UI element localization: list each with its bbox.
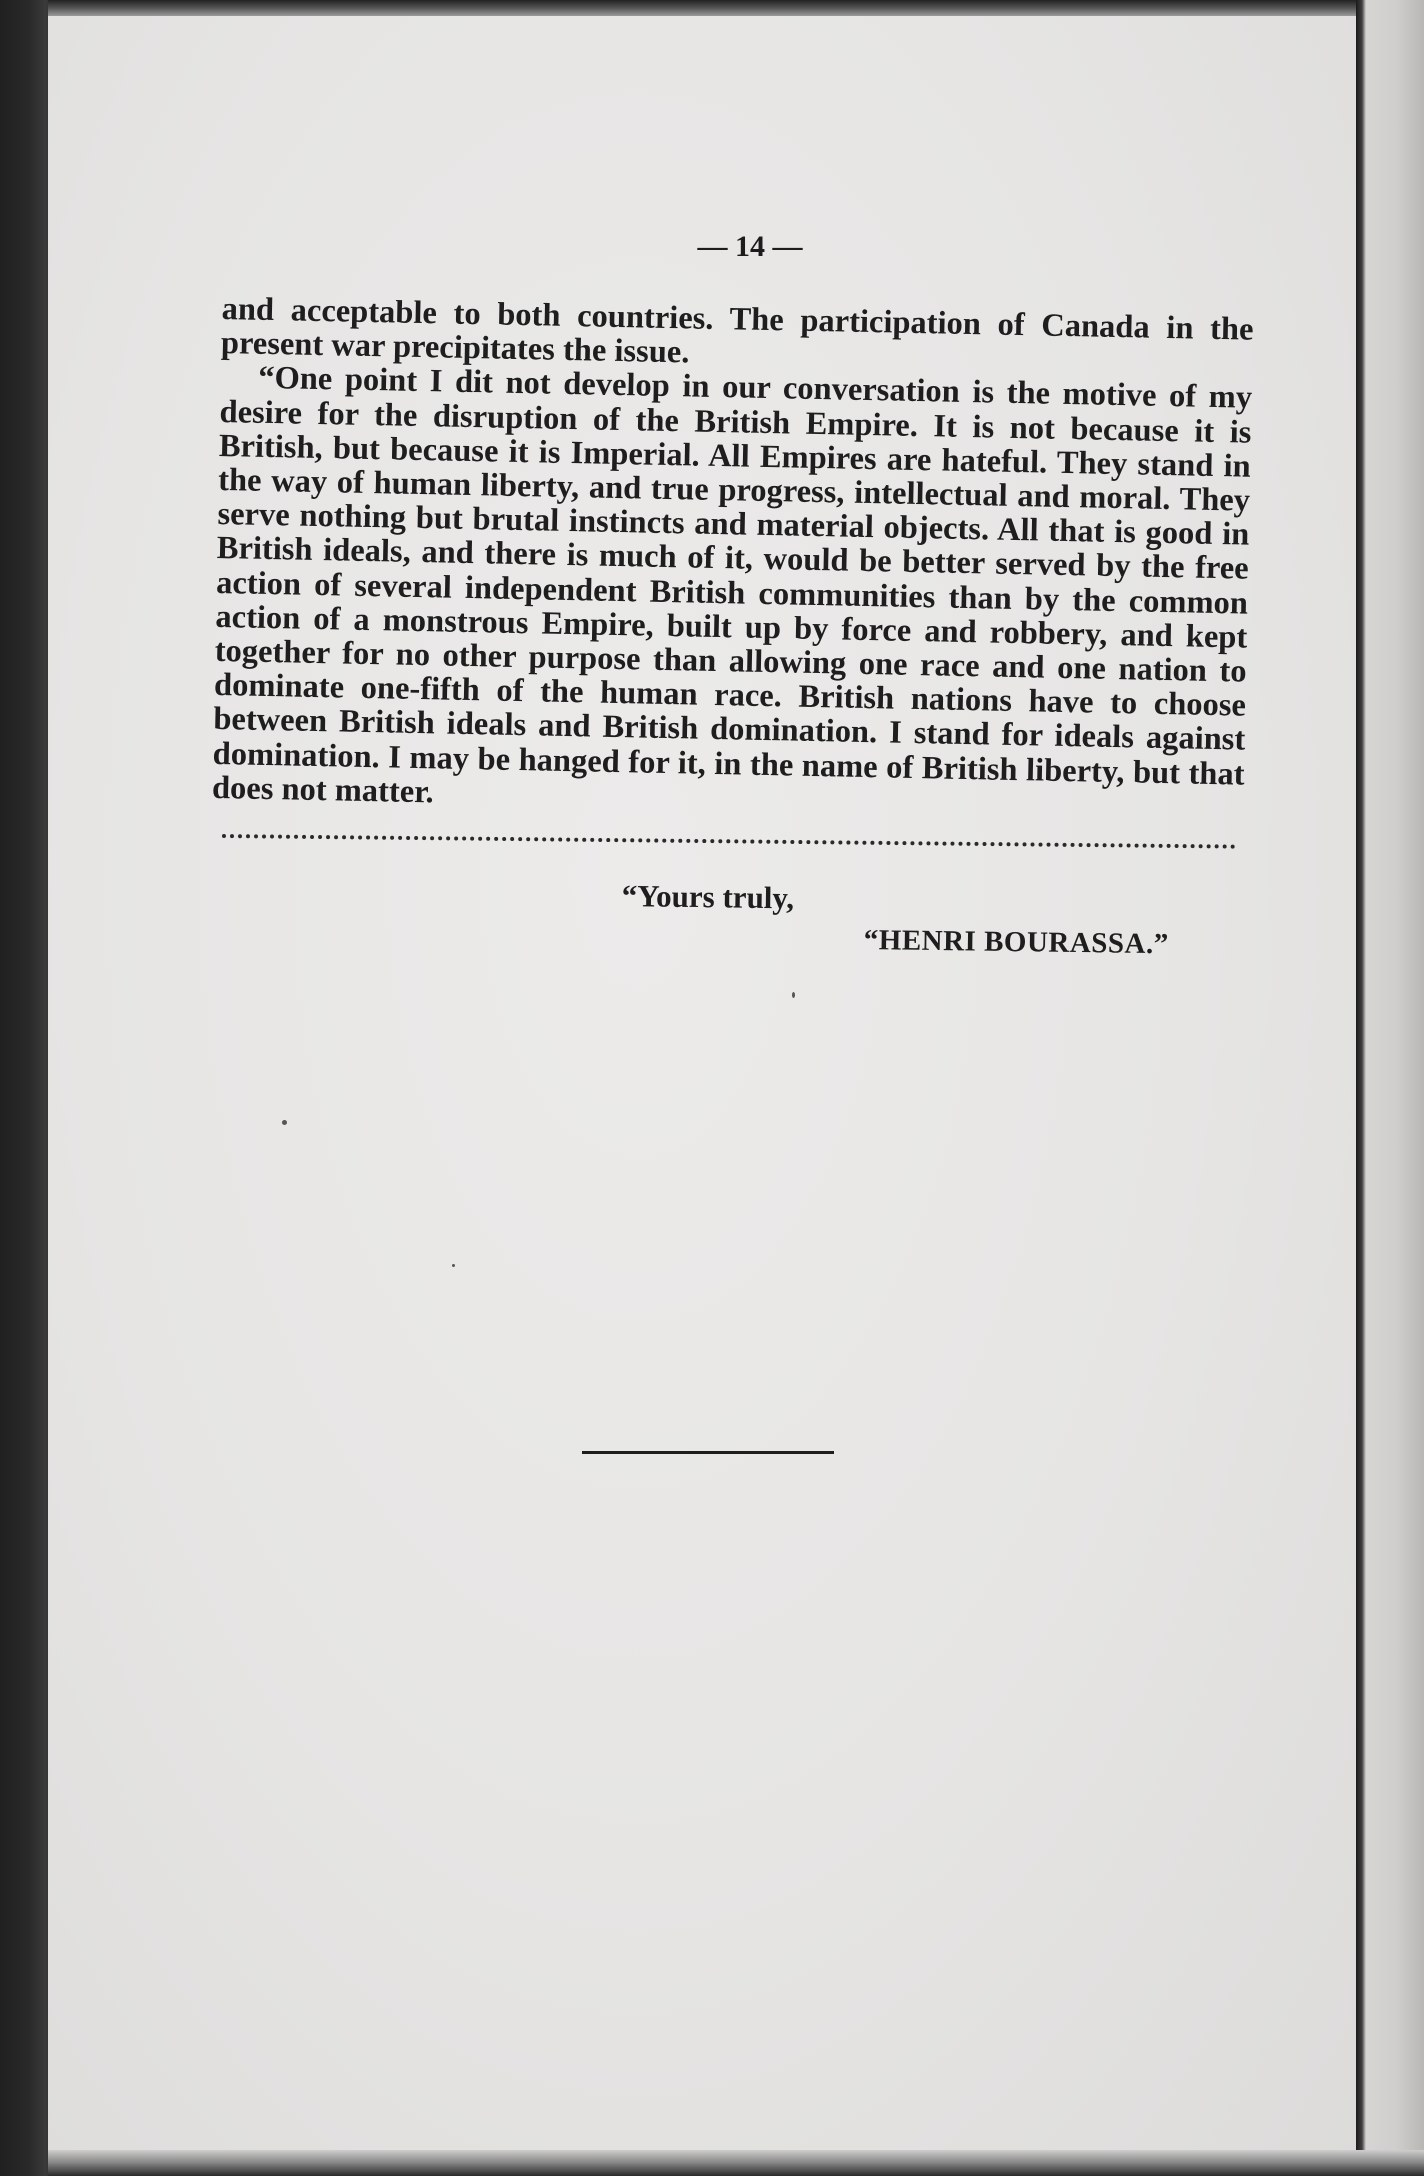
signature-name: “HENRI BOURASSA.” xyxy=(863,924,1169,961)
paragraph: and acceptable to both countries. The participation of Canada in the present war precipitates the issue. xyxy=(220,291,1254,371)
paper-speck xyxy=(792,992,795,998)
paper-speck xyxy=(452,1264,455,1267)
end-rule xyxy=(582,1451,834,1454)
bottom-edge-shadow xyxy=(48,2150,1424,2176)
closing-salutation: “Yours truly, xyxy=(621,878,795,916)
page-number: — 14 — xyxy=(697,230,803,263)
top-edge-shadow xyxy=(48,0,1424,16)
right-page-edge xyxy=(1356,0,1424,2176)
paragraph: “One point I dit not develop in our conversation is the motive of my desire for the disruption of the British Empire. It is not because it is British, but because it is Imperial. All Empires are hateful. They stand in the way of human liberty, and true progress, intellectual and moral. They serve nothing but brutal instincts and material objects. All that is good in British ideals, and there is much of it, would be better served by the free action of several independent British communities than by the common action of a monstrous Empire, built up by force and robbery, and kept together for no other purpose than allowing one race and one nation to dominate one-fifth of the human race. British nations have to choose between British ideals and British domination. I stand for ideals against domination. I may be hanged for it, in the name of British liberty, but that does not matter. xyxy=(211,360,1253,811)
letter-body xyxy=(212,292,1254,826)
paper-speck xyxy=(282,1120,287,1125)
